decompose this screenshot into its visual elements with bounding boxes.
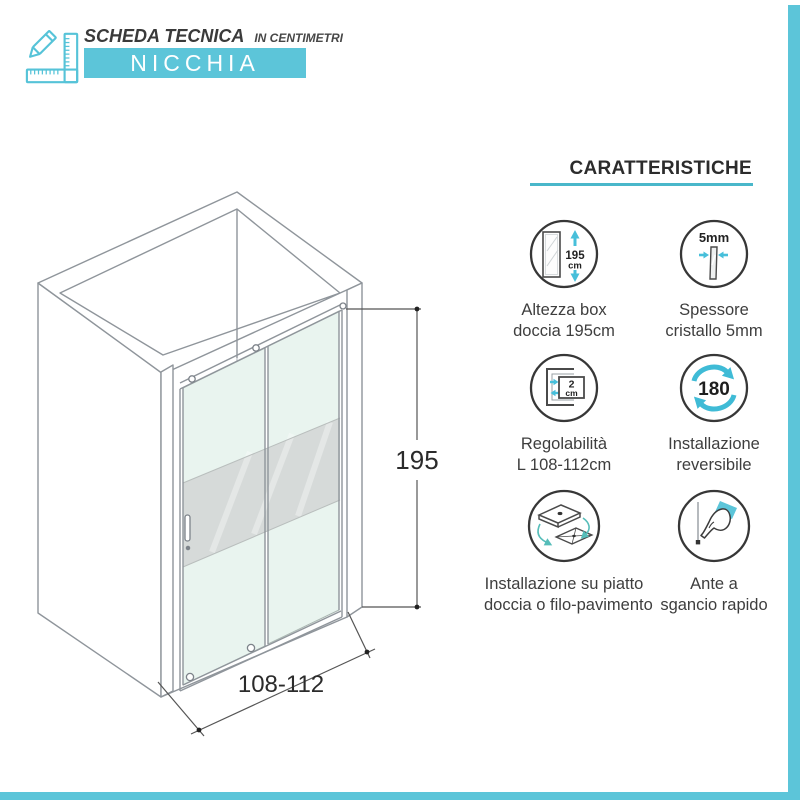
height-dimension-label: 195	[395, 445, 439, 475]
feature-altezza-box	[484, 218, 644, 342]
right-wall-post	[347, 283, 362, 617]
quick-release-icon	[676, 488, 752, 564]
height-icon-value: 195	[565, 250, 585, 262]
feature-spessore	[634, 218, 794, 342]
height-icon-unit: cm	[568, 260, 582, 272]
pencil-ruler-logo-icon	[24, 29, 82, 87]
reversible-icon	[678, 352, 750, 424]
features-heading-underline	[530, 183, 753, 186]
adjustability-icon	[528, 352, 600, 424]
bottom-roller-mid	[247, 644, 254, 651]
thickness-icon	[678, 218, 750, 290]
feature-label: doccia o filo-pavimento	[484, 596, 653, 614]
sheet-title	[84, 26, 343, 47]
features-heading: CARATTERISTICHE	[569, 158, 752, 179]
feature-label: Spessore	[679, 301, 749, 319]
reversible-icon-value: 180	[698, 379, 730, 400]
door-handle	[185, 515, 190, 541]
left-wall-post	[161, 365, 173, 697]
accent-bar-bottom	[0, 792, 800, 800]
shower-niche-drawing	[0, 100, 480, 760]
feature-label: Ante a	[690, 575, 738, 593]
feature-label: reversibile	[676, 456, 752, 474]
feature-label: L 108-112cm	[516, 456, 612, 474]
feature-label: Installazione su piatto	[484, 575, 644, 593]
feature-regolabilita	[484, 352, 644, 476]
adjustability-icon-value: 2	[568, 378, 575, 391]
top-roller-right	[340, 303, 346, 309]
feature-label: Regolabilità	[520, 435, 608, 453]
sheet-title-unit: IN CENTIMETRI	[254, 31, 344, 45]
feature-label: Altezza box	[521, 301, 607, 319]
feature-label: sgancio rapido	[660, 596, 768, 614]
feature-label: cristallo 5mm	[665, 322, 763, 340]
feature-label: doccia 195cm	[513, 322, 615, 340]
adjustability-icon-unit: cm	[565, 388, 578, 398]
feature-sgancio-rapido	[634, 488, 794, 616]
top-roller-mid	[253, 345, 259, 351]
feature-label: Installazione	[668, 435, 760, 453]
sheet-title-main: SCHEDA TECNICA	[84, 26, 245, 46]
top-roller-left	[189, 376, 195, 382]
tray-installation-icon	[526, 488, 602, 564]
thickness-icon-value: 5mm	[698, 230, 730, 245]
width-dimension-label: 108-112	[237, 671, 325, 698]
model-banner: NICCHIA	[84, 48, 306, 78]
feature-piatto-doccia	[484, 488, 653, 616]
bottom-roller-left	[186, 673, 193, 680]
feature-reversibile	[634, 352, 794, 476]
height-icon	[528, 218, 600, 290]
